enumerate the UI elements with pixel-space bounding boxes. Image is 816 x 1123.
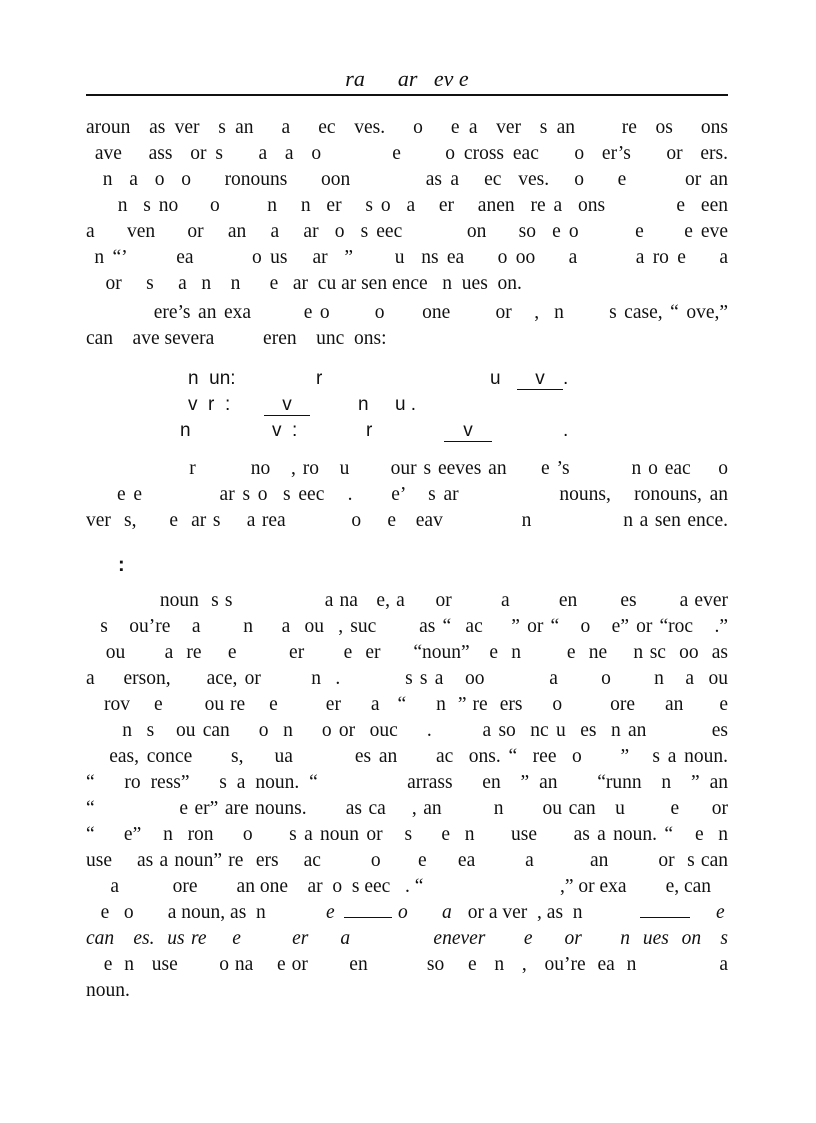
paragraph-4-fragment: a ore an one ar o s eec . “ <box>86 876 424 897</box>
paragraph-2-line: can ave severa eren unc ons: <box>86 328 387 349</box>
example-word: . <box>563 420 569 441</box>
paragraph-2-line: ere’s an exa e o o one or , n s case, “ ove,” <box>86 302 728 323</box>
paragraph-1-line: ave ass or s a a o e o cross eac o er’s or ers. <box>86 143 728 164</box>
paragraph-4-fragment: e o a noun, as n <box>86 902 266 923</box>
page-header-title: ra ar ev e <box>345 66 469 91</box>
example-word: . <box>563 368 569 389</box>
example-word: r <box>316 368 323 389</box>
paragraph-4-fragment: ,” or exa e, can <box>560 876 712 897</box>
paragraph-4-fragment: e <box>716 902 725 923</box>
paragraph-4-line: “ ro ress” s a noun. “ arrass en ” an “runn n ” an <box>86 772 728 793</box>
paragraph-1-line: n s no o n n er s o a er anen re a ons e een <box>86 195 728 216</box>
paragraph-4-line: noun. <box>86 980 130 1001</box>
example-blank: v <box>264 392 310 418</box>
example-word: u <box>490 368 501 389</box>
paragraph-1-line: n “’ ea o us ar ” u ns ea o oo a a ro e a <box>86 247 728 268</box>
paragraph-4-line: rov e ou re e er a “ n ” re ers o ore an e <box>86 694 728 715</box>
paragraph-4-line: use as a noun” re ers ac o e ea a an or s can <box>86 850 728 871</box>
paragraph-1-line: or s a n n e ar cu ar sen ence n ues on. <box>86 273 522 294</box>
example-blank: v <box>444 418 492 444</box>
header-rule <box>86 94 728 96</box>
paragraph-4-line: e n use o na e or en so e n , ou’re ea n a <box>86 954 728 975</box>
paragraph-3-line: ver s, e ar s a rea o e eav n n a sen ence. <box>86 510 728 531</box>
example-noun-label: n un: <box>188 368 236 389</box>
example-word: n u . <box>358 394 417 415</box>
paragraph-4-fragment: o <box>398 902 408 923</box>
paragraph-4-fragment: or a ver , as n <box>458 902 583 923</box>
paragraph-4-fragment: e <box>326 902 335 923</box>
paragraph-1-line: a ven or an a ar o s eec on so e o e e eve <box>86 221 728 242</box>
example-word: v : <box>272 420 298 441</box>
paragraph-4-line: ou a re e er e er “noun” e n e ne n sc oo as <box>86 642 728 663</box>
paragraph-4-line: eas, conce s, ua es an ac ons. “ ree o ” s a noun. <box>86 746 728 767</box>
paragraph-4-line: a erson, ace, or n . s s a oo a o n a ou <box>86 668 728 689</box>
example-verb-label: v r : <box>188 394 231 415</box>
paragraph-4-blank <box>344 900 392 926</box>
paragraph-4-line: “ e” n ron o s a noun or s e n use as a noun. “ e n <box>86 824 728 845</box>
paragraph-1-line: aroun as ver s an a ec ves. o e a ver s an re os ons <box>86 117 728 138</box>
paragraph-3-line: r no , ro u our s eeves an e ’s n o eac o <box>86 458 728 479</box>
paragraph-1-line: n a o o ronouns oon as a ec ves. o e or an <box>86 169 728 190</box>
paragraph-4-line: noun s s a na e, a or a en es a ever <box>86 590 728 611</box>
section-heading: : <box>118 554 125 576</box>
paragraph-4-line: s ou’re a n a ou , suc as “ ac ” or “ o e” or “roc .” <box>86 616 728 637</box>
example-adjective-label: n <box>180 420 191 441</box>
paragraph-4-fragment: a <box>442 902 452 923</box>
paragraph-4-line: can es. us re e er a enever e or n ues on s <box>86 928 728 949</box>
example-word: r <box>366 420 373 441</box>
paragraph-4-line: “ e er” are nouns. as ca , an n ou can u e or <box>86 798 728 819</box>
example-blank: v <box>517 366 563 392</box>
paragraph-4-line: n s ou can o n o or ouc . a so nc u es n an es <box>86 720 728 741</box>
paragraph-3-line: e e ar s o s eec . e’ s ar nouns, ronouns, an <box>86 484 728 505</box>
paragraph-4-blank <box>640 900 690 926</box>
